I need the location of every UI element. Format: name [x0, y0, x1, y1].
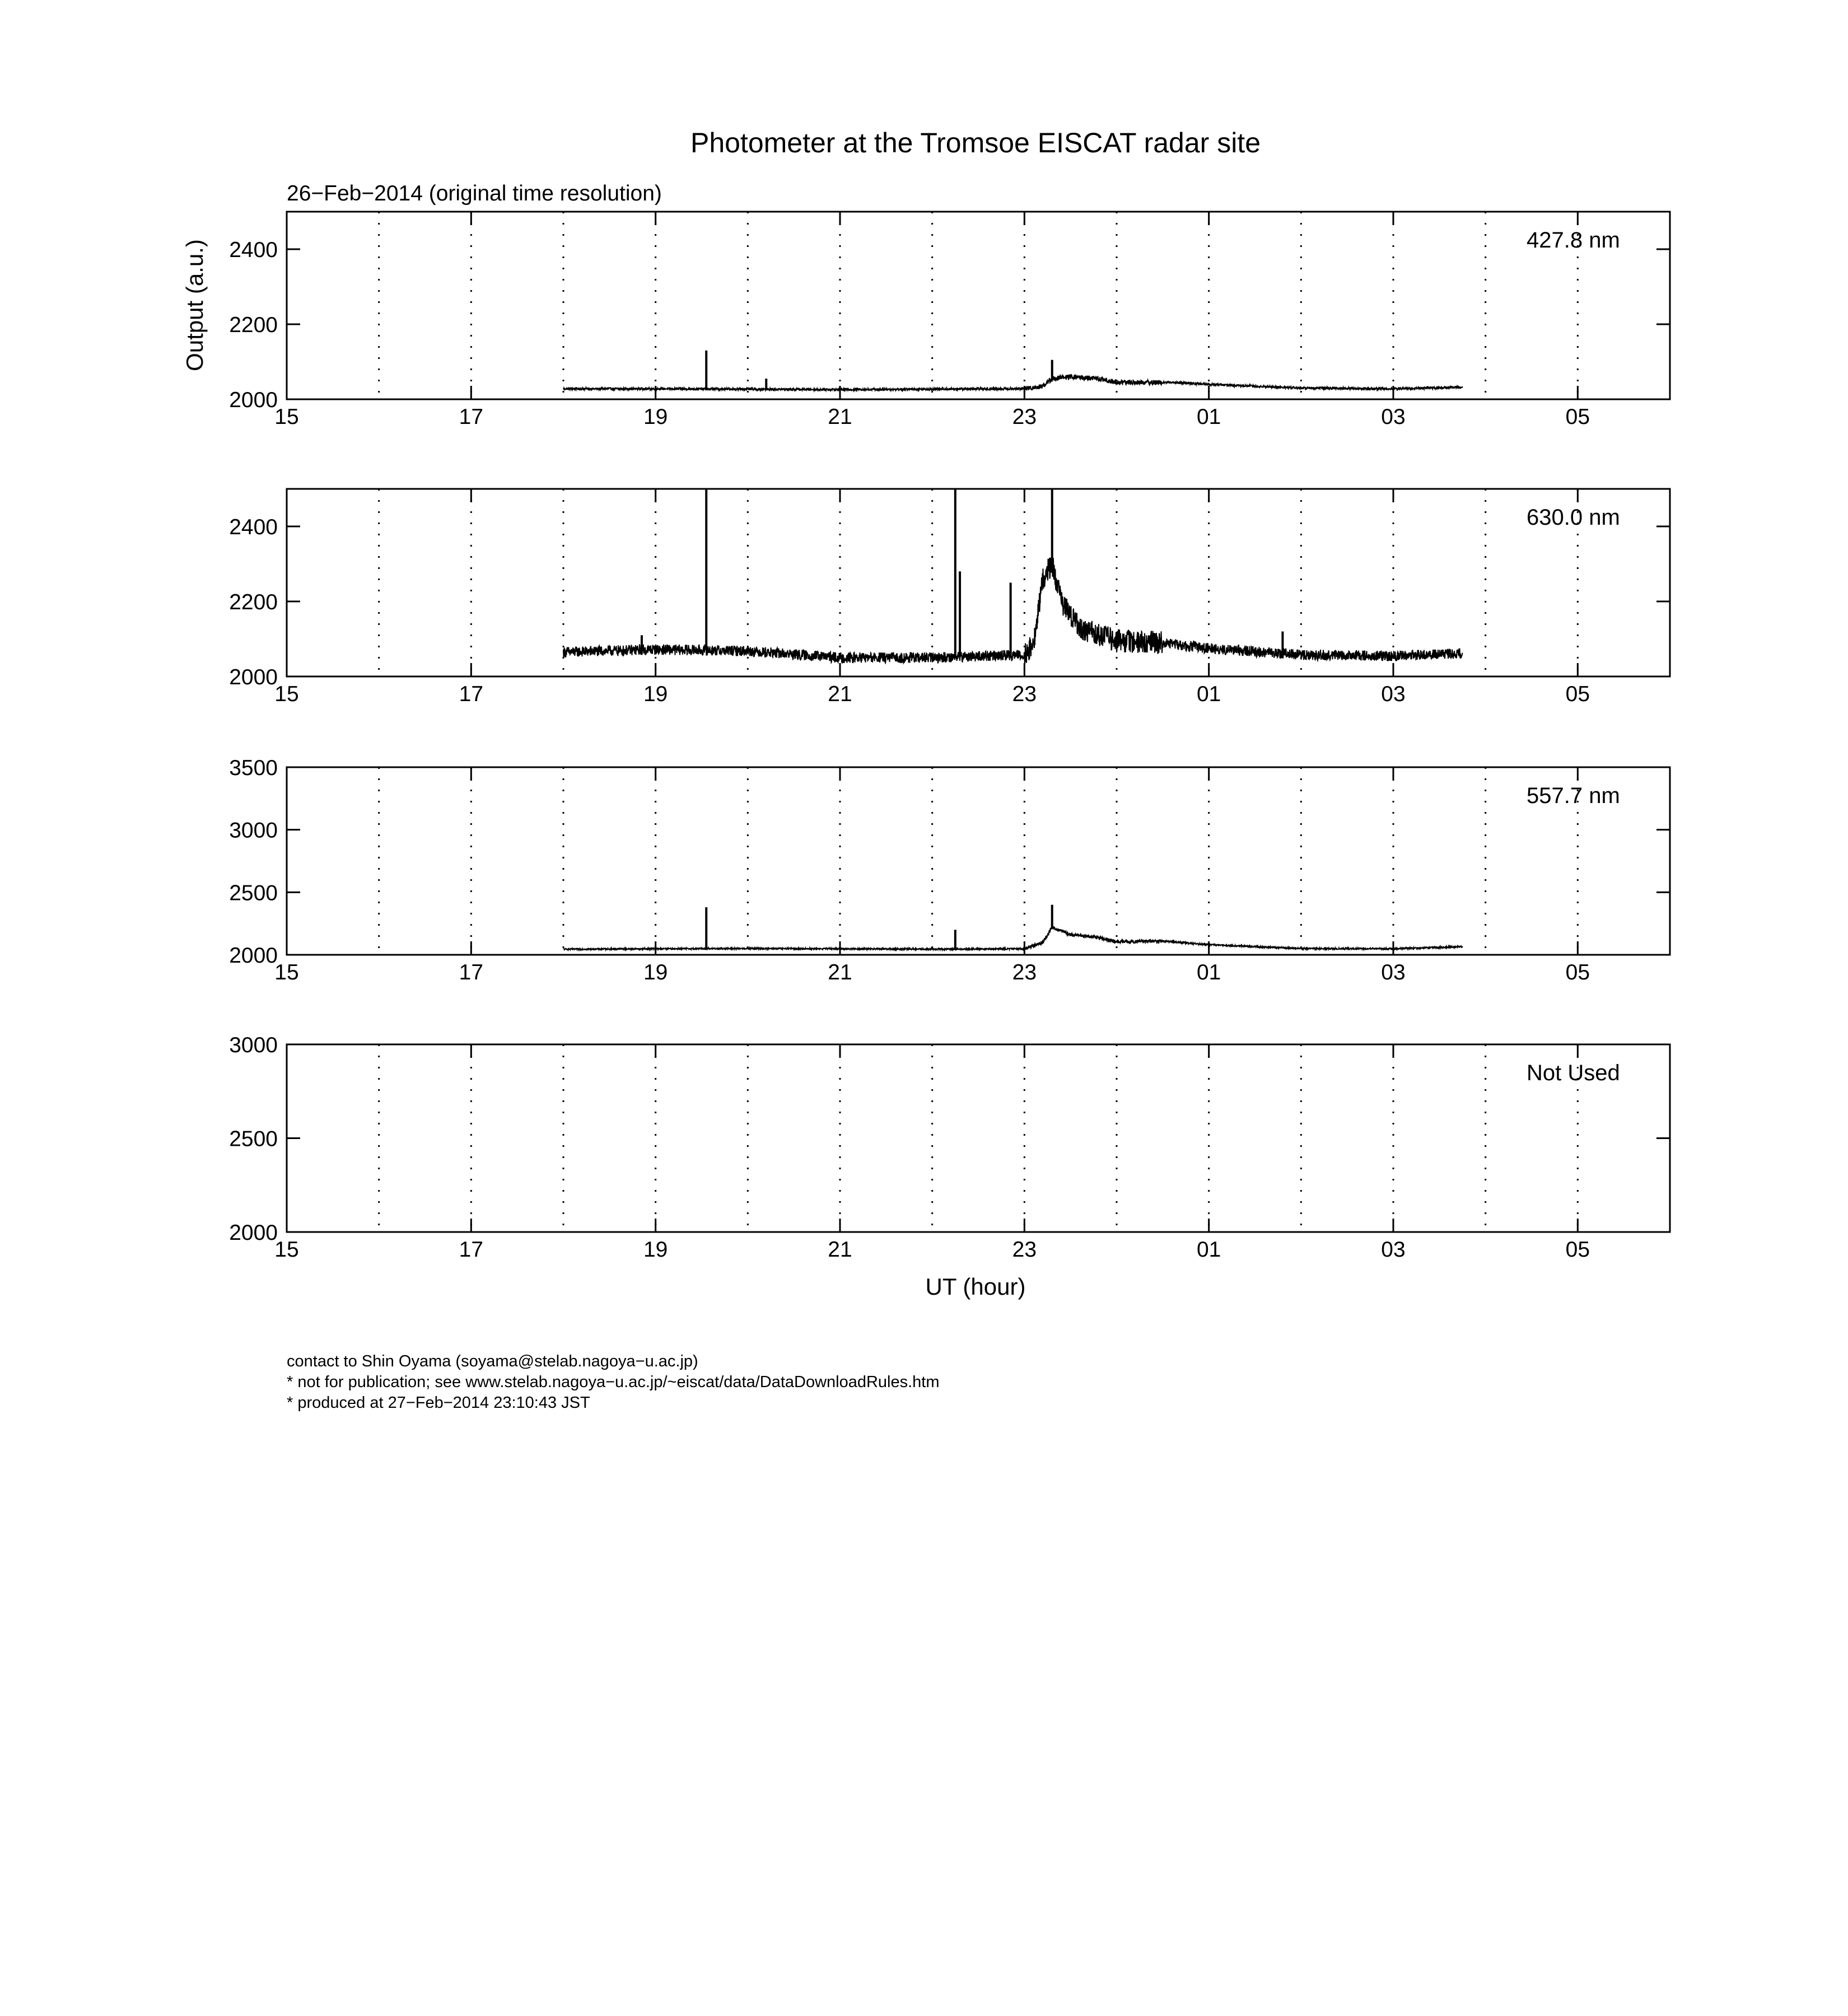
x-tick-label: 19 — [643, 682, 668, 706]
x-tick-label: 21 — [828, 960, 852, 984]
y-tick-label: 2000 — [229, 944, 278, 968]
x-tick-label: 17 — [459, 682, 484, 706]
figure-title: Photometer at the Tromsoe EISCAT radar site — [690, 127, 1261, 158]
x-tick-label: 21 — [828, 405, 852, 429]
figure-subtitle: 26−Feb−2014 (original time resolution) — [287, 181, 662, 206]
x-tick-label: 01 — [1196, 682, 1221, 706]
x-tick-label: 03 — [1381, 405, 1406, 429]
x-tick-label: 15 — [274, 682, 299, 706]
axes-frame — [287, 1044, 1670, 1232]
panel-4 — [229, 1033, 1670, 1262]
footer-produced-time: * produced at 27−Feb−2014 23:10:43 JST — [287, 1394, 590, 1412]
y-tick-label: 2000 — [229, 1221, 278, 1245]
x-tick-label: 19 — [643, 960, 668, 984]
x-tick-label: 01 — [1196, 1238, 1221, 1262]
wavelength-label: 427.8 nm — [1527, 228, 1620, 253]
y-tick-label: 2500 — [229, 1127, 278, 1151]
x-tick-label: 23 — [1012, 960, 1037, 984]
wavelength-label: Not Used — [1527, 1061, 1620, 1085]
x-tick-label: 03 — [1381, 682, 1406, 706]
data-line — [563, 375, 1463, 391]
y-tick-label: 2400 — [229, 238, 278, 262]
panel-1 — [229, 212, 1670, 429]
y-axis-label: Output (a.u.) — [181, 239, 208, 371]
x-tick-label: 17 — [459, 1238, 484, 1262]
wavelength-label: 557.7 nm — [1527, 783, 1620, 808]
axes-frame — [287, 212, 1670, 399]
footer-rules-note: * not for publication; see www.stelab.nagoya−u.ac.jp/~eiscat/data/DataDownloadRules.htm — [287, 1373, 940, 1391]
panel-2 — [229, 489, 1670, 706]
wavelength-label: 630.0 nm — [1527, 505, 1620, 530]
x-tick-label: 21 — [828, 682, 852, 706]
x-tick-label: 21 — [828, 1238, 852, 1262]
x-tick-label: 05 — [1565, 1238, 1590, 1262]
y-tick-label: 3500 — [229, 756, 278, 780]
x-tick-label: 23 — [1012, 405, 1037, 429]
y-tick-label: 2000 — [229, 388, 278, 412]
x-tick-label: 03 — [1381, 1238, 1406, 1262]
y-tick-label: 2200 — [229, 313, 278, 337]
y-tick-label: 3000 — [229, 1033, 278, 1057]
x-tick-label: 05 — [1565, 405, 1590, 429]
data-line — [563, 926, 1463, 950]
x-axis-label: UT (hour) — [925, 1273, 1026, 1300]
x-tick-label: 15 — [274, 405, 299, 429]
x-tick-label: 15 — [274, 1238, 299, 1262]
x-tick-label: 17 — [459, 960, 484, 984]
x-tick-label: 23 — [1012, 682, 1037, 706]
y-tick-label: 2400 — [229, 515, 278, 539]
footer-contact: contact to Shin Oyama (soyama@stelab.nagoya−u.ac.jp) — [287, 1352, 698, 1370]
axes-frame — [287, 767, 1670, 955]
panels — [229, 212, 1670, 1262]
x-tick-label: 05 — [1565, 960, 1590, 984]
x-tick-label: 23 — [1012, 1238, 1037, 1262]
axes-frame — [287, 489, 1670, 676]
x-tick-label: 01 — [1196, 405, 1221, 429]
x-tick-label: 01 — [1196, 960, 1221, 984]
x-tick-label: 05 — [1565, 682, 1590, 706]
panel-3 — [229, 756, 1670, 984]
y-tick-label: 2000 — [229, 665, 278, 689]
y-tick-label: 2200 — [229, 590, 278, 614]
data-line — [563, 558, 1463, 664]
x-tick-label: 15 — [274, 960, 299, 984]
y-tick-label: 2500 — [229, 881, 278, 906]
x-tick-label: 17 — [459, 405, 484, 429]
x-tick-label: 19 — [643, 405, 668, 429]
x-tick-label: 03 — [1381, 960, 1406, 984]
y-tick-label: 3000 — [229, 818, 278, 843]
x-tick-label: 19 — [643, 1238, 668, 1262]
